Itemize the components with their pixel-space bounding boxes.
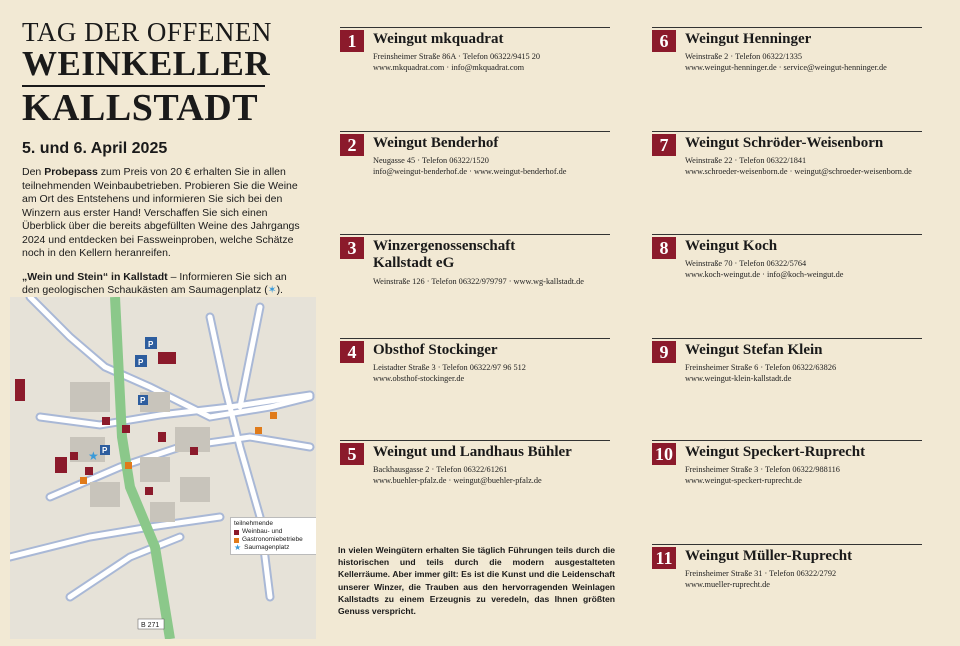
winery-address: Freinsheimer Straße 86A · Telefon 06322/9415 20: [373, 52, 541, 61]
wein-stein-text: ).: [276, 284, 283, 296]
winery-address: Neugasse 45 · Telefon 06322/1520: [373, 156, 489, 165]
winery-number: 9: [652, 341, 676, 363]
winery-info: [685, 568, 836, 590]
winery-contact: www.schroeder-weisenborn.de · weingut@schroeder-weisenborn.de: [685, 167, 912, 176]
winery-address: Leistadter Straße 3 · Telefon 06322/97 96 512: [373, 363, 526, 372]
legend-row-winery: [234, 528, 316, 536]
svg-text:P: P: [102, 446, 108, 455]
header-block: [22, 18, 312, 311]
winery-number: 7: [652, 134, 676, 156]
winery-entry-4: [340, 338, 610, 383]
winery-number: 6: [652, 30, 676, 52]
intro-text: Den: [22, 166, 45, 178]
winery-entry-11: [652, 544, 922, 589]
winery-entry-8: [652, 234, 922, 279]
intro-paragraph: [22, 166, 307, 261]
wein-stein-text: – Informieren Sie sich an den geologischen Schaukästen am Saumagenplatz (: [22, 270, 287, 296]
winery-contact: www.weingut-speckert-ruprecht.de: [685, 476, 802, 485]
village-map: [10, 297, 316, 639]
legend-label: Weinbau- und: [242, 528, 283, 535]
winery-name: Weingut Benderhof: [373, 135, 499, 151]
winery-address: Weinstraße 22 · Telefon 06322/1841: [685, 156, 807, 165]
winery-name-line: Winzergenossenschaft: [373, 238, 516, 254]
winery-number: 8: [652, 237, 676, 259]
winery-name: Weingut Stefan Klein: [685, 342, 823, 358]
winery-number: 1: [340, 30, 364, 52]
winery-address: Weinstraße 2 · Telefon 06322/1335: [685, 52, 803, 61]
winery-entry-6: [652, 27, 922, 72]
winery-contact: www.weingut-klein-kallstadt.de: [685, 374, 792, 383]
winery-entry-5: [340, 440, 610, 485]
title-line-2: WEINKELLER: [22, 44, 271, 83]
winery-entry-3: [340, 234, 610, 286]
winery-info: [373, 464, 542, 486]
winery-info: [685, 258, 843, 280]
winery-info: [685, 362, 836, 384]
winery-entry-7: [652, 131, 922, 176]
winery-address: Weinstraße 70 · Telefon 06322/5764: [685, 259, 807, 268]
winery-contact: www.weingut-henninger.de · service@weingut-henninger.de: [685, 63, 887, 72]
winery-contact: www.obsthof-stockinger.de: [373, 374, 465, 383]
svg-text:P: P: [148, 340, 154, 349]
winery-address: Freinsheimer Straße 3 · Telefon 06322/988116: [685, 465, 840, 474]
legend-label: Saumagenplatz: [244, 544, 290, 551]
star-icon: ★: [234, 543, 242, 552]
map-legend: [230, 517, 316, 555]
winery-address: Backhausgasse 2 · Telefon 06322/61261: [373, 465, 508, 474]
svg-text:P: P: [140, 396, 146, 405]
winery-number: 2: [340, 134, 364, 156]
winery-name-line: Kallstadt eG: [373, 255, 455, 271]
winery-info: [373, 51, 540, 73]
winery-contact: www.mueller-ruprecht.de: [685, 580, 770, 589]
winery-info: [685, 155, 912, 177]
winery-info: [685, 464, 840, 486]
winery-name: Weingut Henninger: [685, 31, 812, 47]
winery-name: Weingut mkquadrat: [373, 31, 504, 47]
wein-stein-bold: „Wein und Stein“ in Kallstadt: [22, 270, 168, 283]
legend-label: Gastronomiebetriebe: [242, 536, 303, 543]
winery-number: 11: [652, 547, 676, 569]
winery-number: 3: [340, 237, 364, 259]
winery-entry-10: [652, 440, 922, 485]
winery-number: 4: [340, 341, 364, 363]
winery-number: 10: [652, 443, 676, 465]
winery-address: Weinstraße 126 · Telefon 06322/979797 · www.wg-kallstadt.de: [373, 277, 584, 286]
winery-contact: www.buehler-pfalz.de · weingut@buehler-pfalz.de: [373, 476, 542, 485]
legend-row-gastro: [234, 536, 316, 544]
road-label: B 271: [141, 622, 160, 629]
winery-name: Weingut Speckert-Ruprecht: [685, 444, 866, 460]
intro-text: zum Preis von 20 € erhalten Sie in allen teilnehmenden Weinbaubetrieben. Probieren Sie die Weine am Ort des Entstehens und informieren Sie sich bei den Winzern aus erster Hand! Verschaffen Sie sich einen Überblick über die bereits abgefüllten Weine des Jahrgangs 2024 und entdecken bei Fassweinproben, welche Schätze noch in den Kellern heranreifen.: [22, 166, 300, 259]
winery-contact: info@weingut-benderhof.de · www.weingut-benderhof.de: [373, 167, 567, 176]
winery-name: Weingut Schröder-Weisenborn: [685, 135, 884, 151]
saumagenplatz-star-icon: ★: [88, 449, 99, 463]
winery-contact: www.mkquadrat.com · info@mkquadrat.com: [373, 63, 525, 72]
title-line-1: TAG DER OFFENEN: [22, 17, 272, 47]
winery-entry-9: [652, 338, 922, 383]
event-date: 5. und 6. April 2025: [22, 140, 168, 157]
star-icon: ✶: [267, 284, 277, 296]
winery-name: Weingut Koch: [685, 238, 778, 254]
winery-contact: www.koch-weingut.de · info@koch-weingut.de: [685, 270, 844, 279]
winery-number: 5: [340, 443, 364, 465]
legend-title: teilnehmende: [234, 520, 274, 527]
title-line-3: KALLSTADT: [22, 87, 259, 129]
winery-info: [373, 155, 567, 177]
winery-name: Weingut Müller-Ruprecht: [685, 548, 853, 564]
winery-name: [373, 238, 515, 272]
winery-name: Weingut und Landhaus Bühler: [373, 444, 572, 460]
winery-info: [373, 276, 584, 287]
intro-bold: Probepass: [44, 166, 98, 178]
winery-entry-1: [340, 27, 610, 72]
bottom-note: In vielen Weingütern erhalten Sie täglich Führungen teils durch die historischen und teils durch die modern ausgestalteten Kellerräume. Aber immer gilt: Es ist die Kunst und die Leidenschaft unserer Winzer, die Trauben aus den hervorragenden Weinlagen Kallstadts zu einem Erzeugnis zu veredeln, das Ihnen größten Genuss verspricht.: [338, 545, 615, 617]
map-graphic: [10, 297, 316, 639]
winery-entry-2: [340, 131, 610, 176]
winery-info: [373, 362, 526, 384]
winery-info: [685, 51, 887, 73]
winery-name: Obsthof Stockinger: [373, 342, 498, 358]
winery-address: Freinsheimer Straße 31 · Telefon 06322/2792: [685, 569, 837, 578]
svg-text:P: P: [138, 358, 144, 367]
legend-row-star: [234, 544, 316, 552]
winery-address: Freinsheimer Straße 6 · Telefon 06322/63826: [685, 363, 837, 372]
